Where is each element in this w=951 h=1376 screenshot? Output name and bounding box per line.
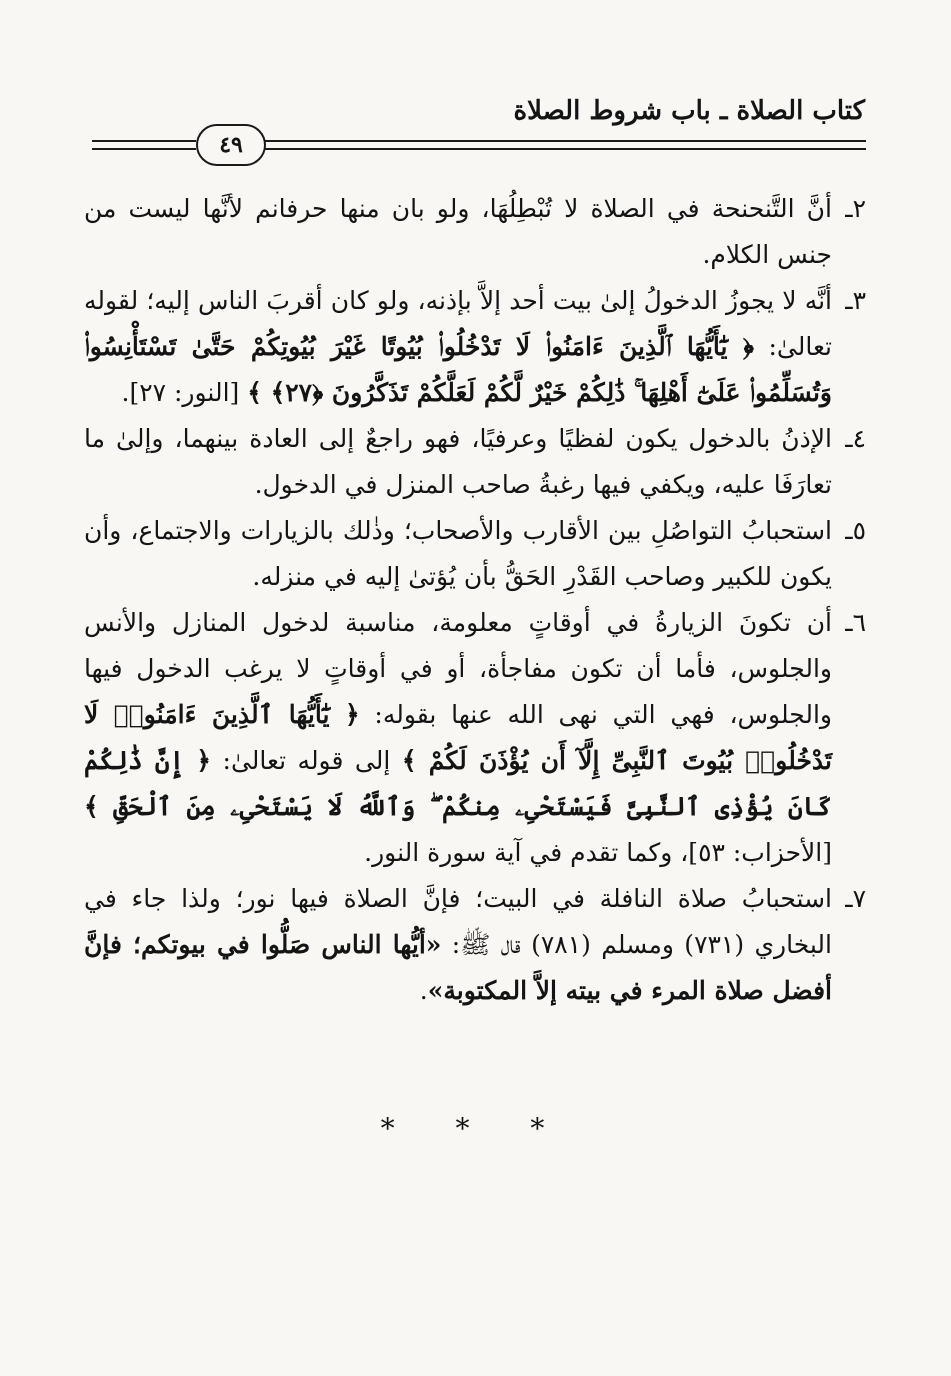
item-text: [الأحزاب: ٥٣]، وكما تقدم في آية سورة النور. bbox=[364, 838, 832, 867]
header-rule-left bbox=[92, 140, 196, 150]
quran-verse: ﴿ يَٰٓأَيُّهَا ٱلَّذِينَ ءَامَنُوا۟ لَا تَدْخُلُوا۟ بُيُوتَ ٱلنَّبِىِّ إِلَّآ أَن يُؤْذَنَ لَكُمْ ﴾ bbox=[84, 700, 832, 775]
item-text: الإذنُ بالدخول يكون لفظيًا وعرفيًا، فهو راجعٌ إلى العادة بينهما، وإلىٰ ما تعارَفَا عليه، ويكفي فيها رغبةُ صاحب المنزل في الدخول. bbox=[84, 424, 832, 499]
hadith-quote: «أيُّها الناس صَلُّوا في بيوتكم؛ فإنَّ أفضل صلاة المرء في بيته إلاَّ المكتوبة» bbox=[84, 930, 832, 1005]
section-ornament: * * * bbox=[380, 1112, 571, 1145]
item-text: أن تكونَ الزيارةُ في أوقاتٍ معلومة، مناسبة لدخول المنازل والأنس والجلوس، فأما أن تكون مفاجأة، أو في أوقاتٍ لا يرغب الدخول فيها والجلوس، فهي التي نهى الله عنها بقوله: bbox=[84, 608, 832, 729]
item-number: ٤ـ bbox=[845, 424, 866, 453]
item-text: استحبابُ صلاة النافلة في البيت؛ فإنَّ الصلاة فيها نور؛ ولذا جاء في البخاري (٧٣١) ومسلم (٧٨١) قال ﷺ: bbox=[84, 884, 832, 959]
header-rule-right bbox=[262, 140, 866, 150]
page-number: ٤٩ bbox=[196, 124, 266, 166]
list-item bbox=[84, 416, 866, 508]
quran-verse: ﴿ يَٰٓأَيُّهَا ٱلَّذِينَ ءَامَنُوا۟ لَا تَدْخُلُوا۟ بُيُوتًا غَيْرَ بُيُوتِكُمْ حَتَّىٰ تَسْتَأْنِسُوا۟ وَتُسَلِّمُوا۟ عَلَىٰٓ أَهْلِهَا ۚ ذَٰلِكُمْ خَيْرٌ لَّكُمْ لَعَلَّكُمْ تَذَكَّرُونَ ﴿٢٧﴾ ﴾ bbox=[84, 332, 832, 407]
item-number: ٢ـ bbox=[845, 194, 866, 223]
item-number: ٣ـ bbox=[845, 286, 866, 315]
item-text: أنَّه لا يجوزُ الدخولُ إلىٰ بيت أحد إلاَّ بإذنه، ولو كان أقربَ الناس إليه؛ لقوله تعالىٰ: bbox=[84, 286, 832, 361]
item-text: أنَّ التَّنحنحة في الصلاة لا تُبْطِلُهَا، ولو بان منها حرفانم لأنَّها ليست من جنس الكلام. bbox=[84, 194, 832, 269]
item-text: استحبابُ التواصُلِ بين الأقارب والأصحاب؛ وذٰلك بالزيارات والاجتماع، وأن يكون للكبير وصاحب القَدْرِ الحَقُّ بأن يُؤتىٰ إليه في منزله. bbox=[84, 516, 832, 591]
list-item bbox=[84, 508, 866, 600]
item-number: ٦ـ bbox=[845, 608, 866, 637]
item-text: . bbox=[419, 976, 428, 1005]
list-item bbox=[84, 600, 866, 876]
item-number: ٥ـ bbox=[845, 516, 866, 545]
item-text: [النور: ٢٧]. bbox=[121, 378, 248, 407]
list-item bbox=[84, 278, 866, 416]
quran-verse: ﴿ إِنَّ ذَٰلِكُمْ كَانَ يُؤْذِى ٱلنَّبِىَّ فَيَسْتَحْىِۦ مِنكُمْ ۖ وَٱللَّهُ لَا يَسْتَحْىِۦ مِنَ ٱلْحَقِّ ﴾ bbox=[84, 746, 832, 821]
list-item bbox=[84, 186, 866, 278]
item-number: ٧ـ bbox=[845, 884, 866, 913]
item-text: إلى قوله تعالىٰ: bbox=[211, 746, 402, 775]
list-item bbox=[84, 876, 866, 1014]
body-text bbox=[84, 186, 866, 1014]
running-title: كتاب الصلاة ـ باب شروط الصلاة bbox=[513, 96, 865, 126]
